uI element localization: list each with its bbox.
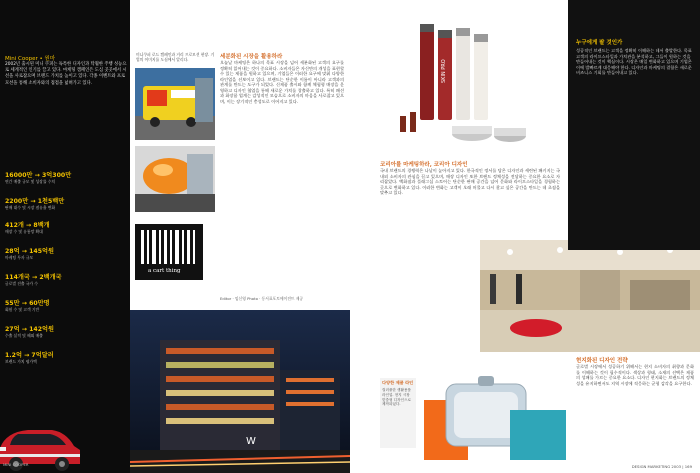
stat-item [5,246,127,260]
car-label: MINI COOPER [3,462,29,467]
photo-credit: Editor · 임신영 Photo · 동서표포토에이전트 제공 [220,296,304,301]
promo-truck-photo [135,68,215,140]
left-intro-text: 2002년 출시된 미니 쿠퍼는 독특한 디자인과 탁월한 주행 성능으로 세계적인 인기를 끌고 있다. 마케팅 캠페인은 도심 곳곳에서 시선을 사로잡으며 브랜드 가치를 높이고 있다. 각종 이벤트와 프로모션을 통해 소비자와의 접점을 넓혀가고 있다. [5,62,127,86]
small-caption-box [380,378,416,448]
right-section-title: 코리아를 마케팅하라, 코리아 디자인 [380,162,468,168]
stat-desc: 판매 대수 및 시장 점유율 변화 [5,205,56,210]
stat-desc: 연간 매출 규모 및 성장률 수치 [5,179,56,184]
promo-balloon-photo [135,146,215,212]
top-photo-caption: 미니쿠퍼 로드 캠페인과 거리 프로모션 현장. 기업의 이미지를 도심에서 알리다. [136,52,215,62]
stat-item [5,272,127,286]
right-page [350,0,700,473]
stat-item [5,350,127,364]
stat-item [5,170,127,184]
stat-item [5,220,127,234]
stat-desc: 마케팅 투자 규모 [5,255,34,260]
stat-value: 2200만 → 1천5백만 [5,198,65,205]
product-brand-text: SKIN PRO [441,59,447,83]
page-folio: DESIGN MARKETING 2003 | 169 [631,464,692,469]
stat-desc: 브랜드 가치 평가액 [5,359,37,364]
middle-column [130,0,350,473]
colorful-products-image [420,370,570,466]
bottom-section-title: 현지화된 디자인 전략 [576,358,628,364]
right-sidebar-box [568,0,700,250]
middle-section-title: 세분화된 시장을 활용하라 [220,54,283,60]
left-column-heading: Mini Cooper • 원마 [5,56,56,62]
stat-desc: 회원 수 및 고객 기반 [5,307,40,312]
stat-value: 55만 → 60만명 [5,300,50,307]
left-stats-column [0,0,130,473]
stat-desc: 글로벌 진출 국가 수 [5,281,38,286]
stat-value: 27억 → 142억원 [5,326,54,333]
small-caption-text: 컬러풀한 생활용품 라인업. 현지 시장 맞춤형 디자인으로 제작되었다. [382,388,411,407]
bottom-body-text: 글로벌 시장에서 성공하기 위해서는 현지 소비자의 취향과 문화를 이해하는 것이 필수적이다. 색상과 형태, 소재의 선택은 제품의 성패를 가르는 중요한 요소다. 디자인 현지화는 브랜드의 정체성을 유지하면서도 지역 시장에 적응하는 균형 감각을 요구한다. [576,364,694,386]
stat-value: 114개국 → 2백개국 [5,274,62,281]
stat-value: 1.2억 → 7억달러 [5,352,54,359]
svg-text:W: W [246,436,256,447]
department-store-photo [480,240,700,352]
stat-value: 16000만 → 3억300만 [5,172,72,179]
stat-item [5,196,127,210]
building-night-photo [130,310,350,473]
sidebar-title: 누구에게 팔 것인가 [576,40,623,46]
small-caption-title: 다양한 제품 라인 [382,380,414,385]
cosmetic-products-image [380,20,530,160]
middle-body-text: 오늘날 마케팅은 하나의 목표 시장을 넘어 세분화된 고객의 요구를 정확히 읽어내는 것이 중요하다. 소비자들은 자신만의 개성을 표현할 수 있는 제품을 원하고 있으며, 기업들은 이러한 요구에 맞춰 다양한 라인업을 선보이고 있다. 브랜드는 단순한 이름이 아니라 고객과의 관계를 만드는 도구가 되었다. 신제품 출시와 함께 체험형 매장을 운영하고 디자인 협업을 통해 새로운 가치를 창출하고 있다. 특히 패션과 화장품 업계는 감성적인 모습으로 소비자의 마음을 사로잡고 있으며, 이는 장기적인 충성도로 이어지고 있다. [220,60,344,104]
stat-desc: 수출 실적 및 해외 매출 [5,333,43,338]
right-body-text: 국내 브랜드의 경쟁력은 나날이 높아지고 있다. 한국적인 정서를 담은 디자인과 세련된 패키지는 국내외 소비자의 관심을 끌고 있으며, 매장 디자인 또한 브랜드 정체성을 전달하는 중요한 요소로 자리잡았다. 백화점과 플래그십 스토어는 단순한 판매 공간을 넘어 문화와 라이프스타일을 경험하는 곳으로 변화하고 있다. 이러한 변화는 고객이 오래 머물고 다시 찾고 싶은 공간을 만드는 데 초점을 맞추고 있다. [380,168,560,195]
stat-value: 412개 → 8백개 [5,222,50,229]
stat-value: 28억 → 145억원 [5,248,54,255]
sidebar-body: 성공적인 브랜드는 고객을 정확히 이해하는 데서 출발한다. 목표 고객의 라이프스타일과 가치관을 분석하고, 그들이 원하는 것을 만들어내는 것이 핵심이다. 시장은 매일 변화하고 있으며 기업은 이에 발빠르게 대응해야 한다. 디자인과 마케팅의 결합은 새로운 비즈니스 기회를 만들어내고 있다. [576,48,692,76]
stat-item [5,298,127,312]
stat-desc: 매장 수 및 유통망 확대 [5,229,43,234]
stat-item [5,324,127,338]
logo-text: a cart thing [148,268,181,274]
